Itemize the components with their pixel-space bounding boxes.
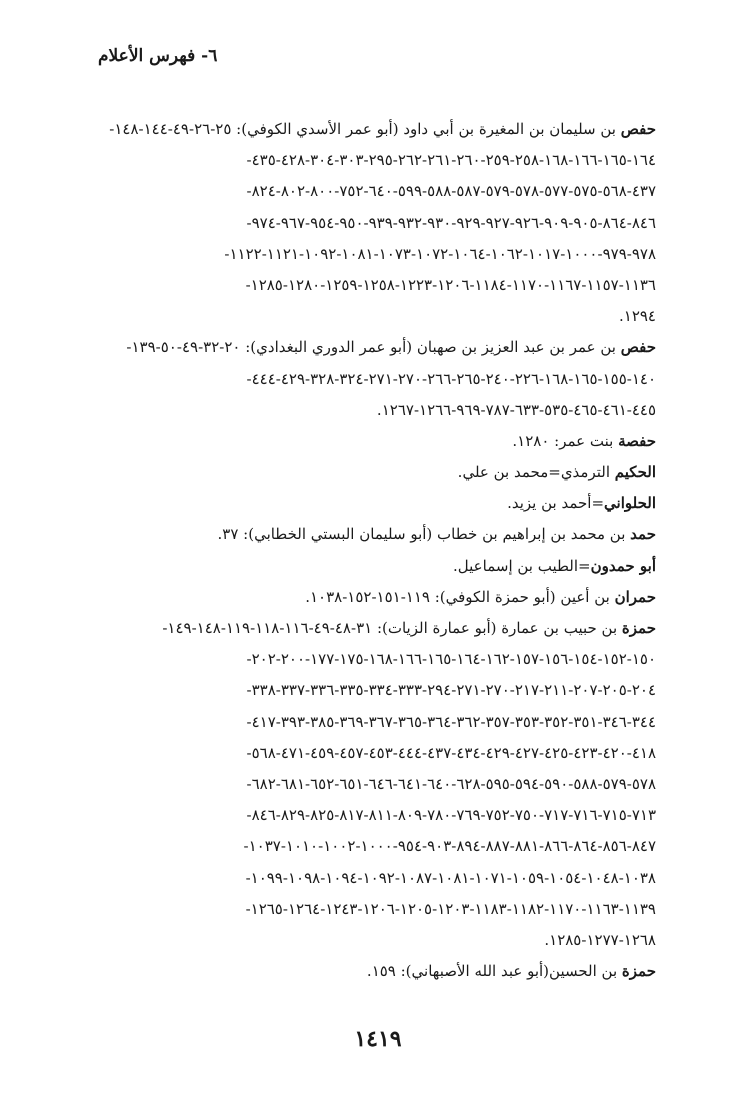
index-entry (100, 457, 656, 488)
entry-line: ٢٠٤-٢٠٥-٢٠٧-٢١١-٢١٧-٢٧٠-٢٧١-٢٩٤-٣٣٣-٣٣٤-٣٣٥-٣٣٦-٣٣٧-٣٣٨- (246, 681, 656, 700)
entry-line: ١٠٣٨-١٠٤٨-١٠٥٤-١٠٥٩-١٠٧١-١٠٨١-١٠٨٧-١٠٩٢-١٠٩٤-١٠٩٨-١٠٩٩- (245, 868, 656, 887)
entry-head: الحلواني (604, 494, 656, 513)
entry-line: ٩٧٨-٩٧٩-١٠٠٠-١٠١٧-١٠٦٢-١٠٦٤-١٠٧٢-١٠٧٣-١٠٨١-١٠٩٢-١١٢١-١١٢٢- (224, 244, 656, 263)
entry-line: ١٦٤-١٦٥-١٦٦-١٦٨-٢٥٨-٢٥٩-٢٦٠-٢٦١-٢٦٢-٢٩٥-٣٠٣-٣٠٤-٤٢٨-٤٣٥- (246, 151, 656, 170)
index-entry (100, 519, 656, 550)
entry-head: الحكيم (614, 463, 656, 482)
entry-head: حفص (620, 120, 656, 138)
entry-line: ١٢٦٨-١٢٧٧-١٢٨٥. (544, 930, 656, 949)
entry-line (100, 457, 656, 488)
entry-line: ١٢٩٤. (618, 307, 656, 326)
entry-text: بن سليمان بن المغيرة بن أبي داود (أبو عمر الأسدي الكوفي): ٢٥-٢٦-٤٩-١٤٤-١٤٨- (109, 120, 621, 138)
entry-line: ١٥٠-١٥٢-١٥٤-١٥٦-١٥٧-١٦٢-١٦٤-١٦٥-١٦٦-١٦٨-١٧٥-١٧٧-٢٠٠-٢٠٢- (246, 650, 656, 669)
entry-text: الترمذي=محمد بن علي. (457, 463, 615, 482)
index-entry (100, 332, 656, 426)
entry-text: بنت عمر: ١٢٨٠. (512, 431, 619, 450)
entry-head: حمران (614, 587, 656, 606)
entry-text: =الطيب بن إسماعيل. (453, 556, 591, 575)
entry-text: بن محمد بن إبراهيم بن خطاب (أبو سليمان البستي الخطابي): ٣٧. (217, 525, 631, 544)
index-entries (100, 114, 656, 987)
entry-line (100, 551, 656, 582)
entry-head: حفص (620, 338, 656, 357)
entry-line: ٤٤٥-٤٦١-٤٦٥-٥٣٥-٦٣٣-٧٨٧-٩٦٩-١٢٦٦-١٢٦٧. (376, 400, 656, 419)
index-entry (100, 582, 656, 613)
entry-line (100, 332, 656, 363)
index-entry (100, 956, 656, 987)
entry-line (100, 582, 656, 613)
index-entry (100, 613, 656, 956)
entry-line: ٣٤٤-٣٤٦-٣٥١-٣٥٢-٣٥٣-٣٥٧-٣٦٢-٣٦٤-٣٦٥-٣٦٧-٣٦٩-٣٨٥-٣٩٣-٤١٧- (246, 712, 656, 731)
entry-line (100, 114, 656, 145)
entry-line (100, 519, 656, 550)
page-number: ١٤١٩ (354, 1026, 402, 1052)
entry-head: أبو حمدون (590, 556, 656, 575)
entry-line: ٤١٨-٤٢٠-٤٢٣-٤٢٥-٤٢٧-٤٢٩-٤٣٤-٤٣٧-٤٤٤-٤٥٣-٤٥٧-٤٥٩-٤٧١-٥٦٨- (246, 743, 656, 762)
entry-line (100, 426, 656, 457)
index-entry (100, 426, 656, 457)
entry-line (100, 613, 656, 644)
entry-line (100, 488, 656, 519)
entry-text: بن الحسين(أبو عبد الله الأصبهاني): ١٥٩. (366, 962, 622, 981)
entry-line: ٥٧٨-٥٧٩-٥٨٨-٥٩٠-٥٩٤-٥٩٥-٦٢٨-٦٤٠-٦٤١-٦٤٦-٦٥١-٦٥٢-٦٨١-٦٨٢- (246, 774, 656, 793)
entry-line: ٨٤٧-٨٥٦-٨٦٤-٨٦٦-٨٨١-٨٨٧-٨٩٤-٩٠٣-٩٥٤-١٠٠٠-١٠٠٢-١٠١٠-١٠٣٧- (243, 837, 656, 856)
running-head: ٦- فهرس الأعلام (98, 46, 218, 66)
entry-line: ١١٣٩-١١٦٣-١١٧٠-١١٨٢-١١٨٣-١٢٠٣-١٢٠٥-١٢٠٦-١٢٤٣-١٢٦٤-١٢٦٥- (245, 899, 656, 918)
entry-line: ١١٣٦-١١٥٧-١١٦٧-١١٧٠-١١٨٤-١٢٠٦-١٢٢٣-١٢٥٨-١٢٥٩-١٢٨٠-١٢٨٥- (245, 275, 656, 294)
entry-text: =أحمد بن يزيد. (507, 494, 605, 513)
entry-line: ٧١٣-٧١٥-٧١٦-٧١٧-٧٥٠-٧٥٢-٧٦٩-٧٨٠-٨٠٩-٨١١-٨١٧-٨٢٥-٨٢٩-٨٤٦- (246, 806, 656, 825)
index-entry (100, 488, 656, 519)
entry-line: ٨٤٦-٨٦٤-٩٠٥-٩٠٩-٩٢٦-٩٢٧-٩٢٩-٩٣٠-٩٣٢-٩٣٩-٩٥٠-٩٥٤-٩٦٧-٩٧٤- (246, 213, 656, 232)
entry-line: ٤٣٧-٥٦٨-٥٧٥-٥٧٧-٥٧٨-٥٧٩-٥٨٧-٥٨٨-٥٩٩-٦٤٠-٧٥٢-٨٠٠-٨٠٢-٨٢٤- (246, 182, 656, 201)
entry-text: بن عمر بن عبد العزيز بن صهبان (أبو عمر الدوري البغدادي): ٢٠-٣٢-٤٩-٥٠-١٣٩- (126, 338, 621, 357)
entry-line (100, 956, 656, 987)
entry-head: حفصة (618, 431, 656, 450)
entry-head: حمزة (621, 962, 656, 981)
entry-text: بن حبيب بن عمارة (أبو عمارة الزيات): ٣١-٤٨-٤٩-١١٦-١١٨-١١٩-١٤٨-١٤٩- (162, 619, 622, 637)
index-entry (100, 551, 656, 582)
entry-head: حمزة (621, 619, 656, 637)
entry-line: ١٤٠-١٥٥-١٦٥-١٦٨-٢٢٦-٢٤٠-٢٦٥-٢٦٦-٢٧٠-٢٧١-٣٢٤-٣٢٨-٤٢٩-٤٤٤- (246, 369, 656, 388)
entry-head: حمد (630, 525, 656, 544)
entry-text: بن أعين (أبو حمزة الكوفي): ١١٩-١٥١-١٥٢-١٠٣٨. (305, 587, 615, 606)
index-entry (100, 114, 656, 332)
